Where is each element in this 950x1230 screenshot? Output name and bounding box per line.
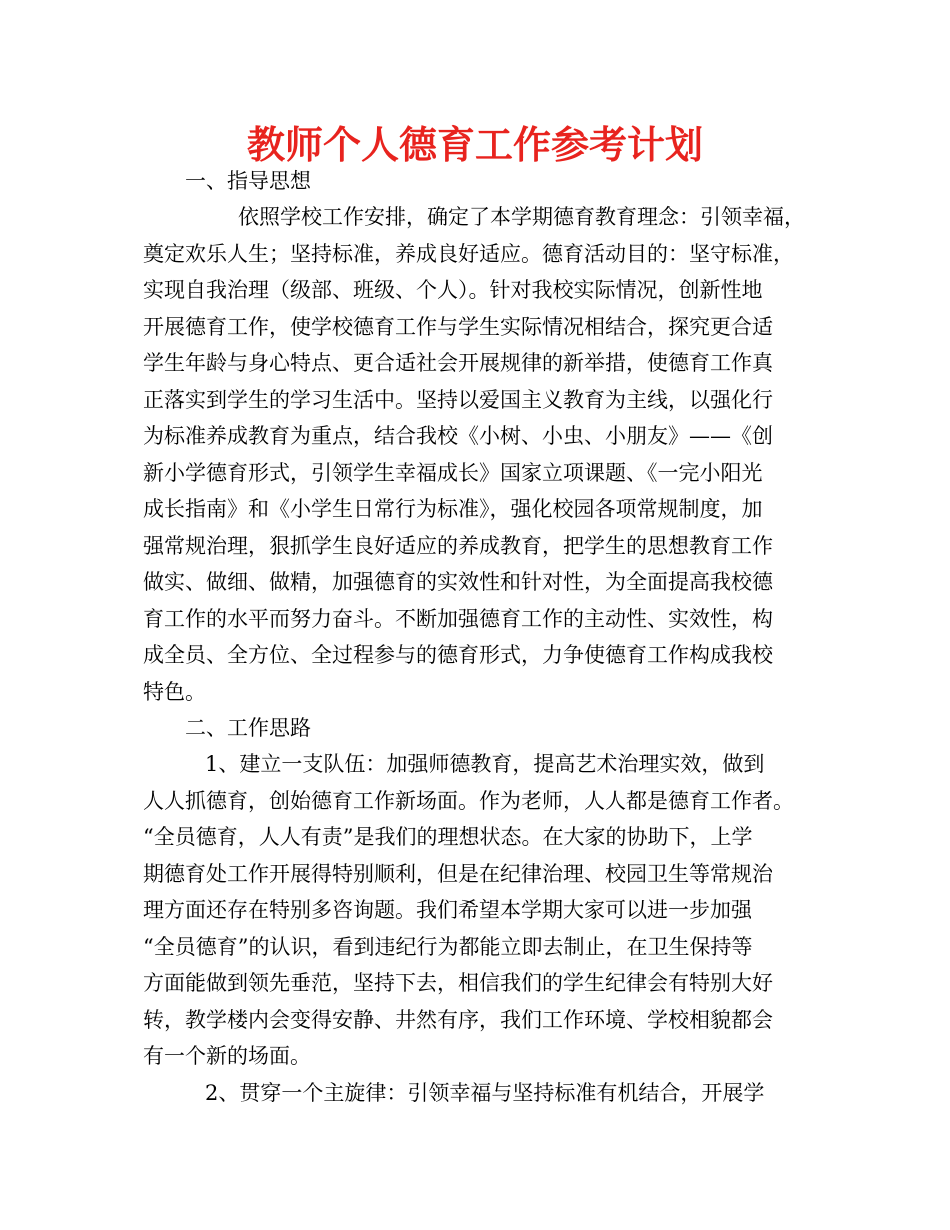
text-line: 奠定欢乐人生；坚持标准，养成良好适应。德育活动目的：坚守标准， — [143, 241, 794, 266]
text-line: 1、建立一支队伍：加强师德教育，提高艺术治理实效，做到 — [205, 752, 765, 776]
section-heading-guiding-thought: 一、指导思想 — [185, 169, 311, 193]
text-line: 新小学德育形式，引领学生幸福成长》国家立项课题、《一完小阳光 — [143, 460, 763, 485]
document-title: 教师个人德育工作参考计划 — [246, 123, 703, 167]
text-line: “全员德育”的认识，看到违纪行为都能立即去制止，在卫生保持等 — [143, 934, 753, 959]
text-line: 成长指南》和《小学生日常行为标准》，强化校园各项常规制度，加 — [143, 497, 763, 521]
text-line: 期德育处工作开展得特别顺利，但是在纪律治理、校园卫生等常规治 — [143, 861, 773, 886]
text-line: 理方面还存在特别多咨询题。我们希望本学期大家可以进一步加强 — [143, 898, 752, 922]
text-line: “全员德育，人人有责”是我们的理想状态。在大家的协助下，上学 — [143, 825, 753, 849]
text-line: 学生年龄与身心特点、更合适社会开展规律的新举措，使德育工作真 — [143, 351, 773, 375]
text-line: 依照学校工作安排，确定了本学期德育教育理念：引领幸福， — [238, 205, 805, 229]
text-line: 成全员、全方位、全过程参与的德育形式，力争使德育工作构成我校 — [143, 643, 773, 667]
text-line: 2、贯穿一个主旋律：引领幸福与坚持标准有机结合，开展学 — [205, 1080, 765, 1105]
text-line: 方面能做到领先垂范，坚持下去，相信我们的学生纪律会有特别大好 — [143, 971, 773, 995]
text-line: 正落实到学生的学习生活中。坚持以爱国主义教育为主线，以强化行 — [143, 387, 773, 412]
document-body — [143, 163, 811, 1111]
paragraph-item-2 — [143, 1075, 811, 1112]
text-line: 实现自我治理（级部、班级、个人）。针对我校实际情况，创新性地 — [143, 278, 763, 302]
text-line: 强常规治理，狠抓学生良好适应的养成教育，把学生的思想教育工作 — [143, 533, 773, 558]
text-line: 育工作的水平而努力奋斗。不断加强德育工作的主动性、实效性，构 — [143, 606, 773, 631]
section-heading-work-approach: 二、工作思路 — [185, 716, 311, 740]
text-line: 人人抓德育，创始德育工作新场面。作为老师，人人都是德育工作者。 — [143, 788, 794, 813]
paragraph-item-1 — [143, 746, 811, 1075]
text-line: 特色。 — [143, 679, 206, 704]
paragraph-guiding-thought — [143, 199, 811, 710]
text-line: 有一个新的场面。 — [143, 1044, 311, 1068]
text-line: 为标准养成教育为重点，结合我校《小树、小虫、小朋友》——《创 — [143, 424, 773, 448]
text-line: 开展德育工作，使学校德育工作与学生实际情况相结合，探究更合适 — [143, 314, 773, 339]
text-line: 转，教学楼内会变得安静、井然有序，我们工作环境、学校相貌都会 — [143, 1007, 773, 1032]
text-line: 做实、做细、做精，加强德育的实效性和针对性，为全面提高我校德 — [143, 570, 773, 594]
